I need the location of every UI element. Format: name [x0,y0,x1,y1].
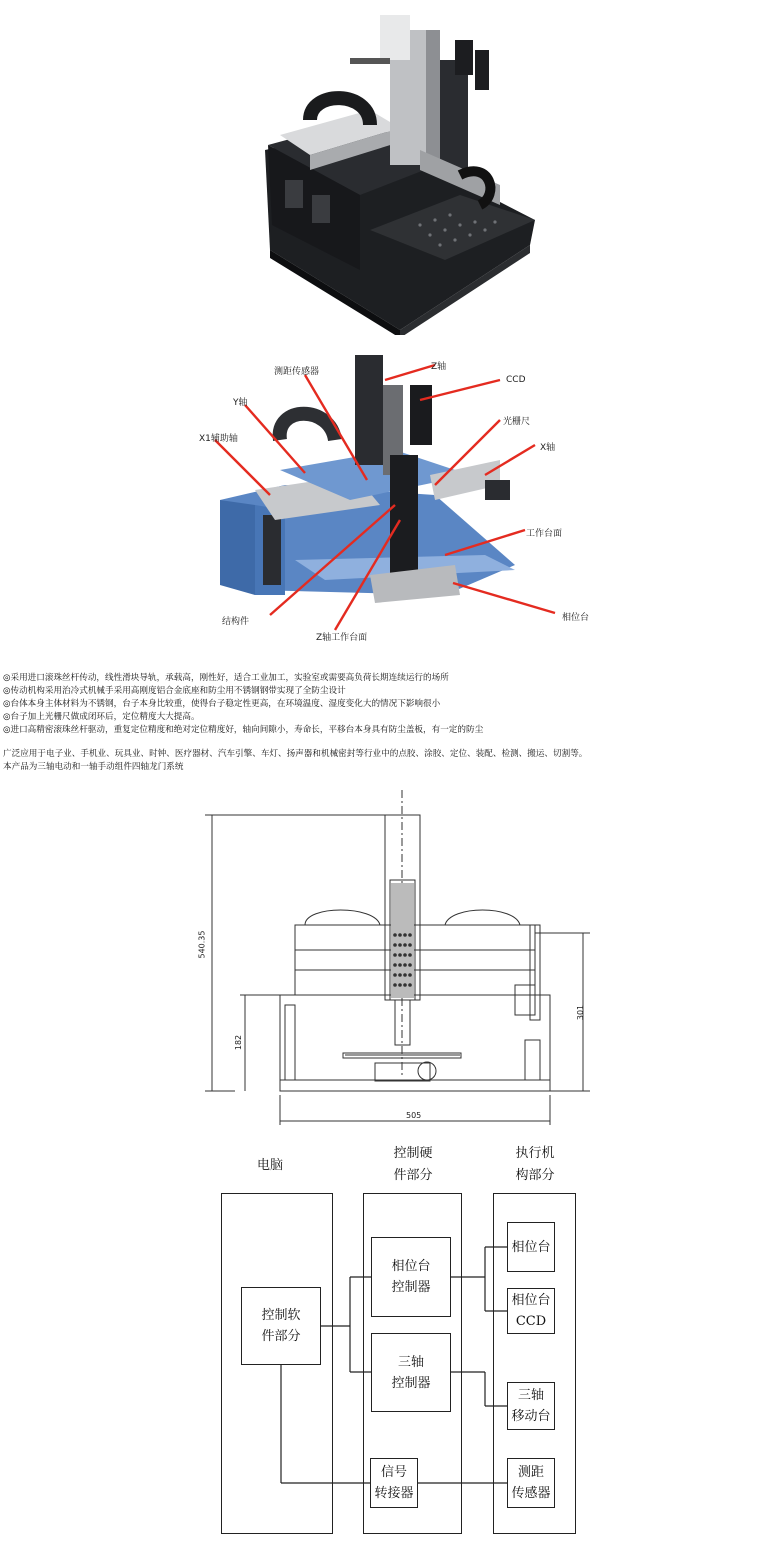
label-z-axis: Z轴 [431,362,447,372]
feature-line: ◎进口高精密滚珠丝杆驱动，重复定位精度和绝对定位精度好，轴向间隙小，寿命长，平移台本身具有防尘盖板，有一定的防尘 [3,725,484,735]
label-z-worktable: Z轴工作台面 [316,633,368,643]
label-structure: 结构件 [222,617,250,627]
block-axis-stage: 三轴 移动台 [507,1382,555,1430]
label-range-sensor: 测距传感器 [274,367,320,377]
block-signal-adapter: 信号 转接器 [370,1458,418,1508]
feature-line: ◎台子加上光栅尺做成闭环后，定位精度大大提高。 [3,712,200,722]
label-x-axis: X轴 [540,443,556,453]
feature-line: ◎传动机构采用治冷式机械手采用高刚度铝合金底座和防尘用不锈钢钢带实现了全防尘设计 [3,686,346,696]
block-range-sensor: 测距 传感器 [507,1458,555,1508]
dim-height-lower: 182 [234,1034,244,1051]
label-phase-stage: 相位台 [562,613,590,623]
feature-line: ◎采用进口滚珠丝杆传动，线性滑块导轨，承载高，刚性好，适合工业加工，实验室或需要高负荷长期连续运行的场所 [3,673,449,683]
label-ccd: CCD [506,375,526,385]
dim-height-total: 540.35 [197,930,207,959]
label-grating: 光栅尺 [503,417,531,427]
dim-height-right: 301 [576,1004,586,1021]
label-y-axis: Y轴 [233,398,248,408]
block-phase-stage: 相位台 [507,1222,555,1272]
block-phase-ccd: 相位台 CCD [507,1288,555,1334]
application-text: 广泛应用于电子业、手机业、玩具业、时钟、医疗器材、汽车引擎、车灯、扬声器和机械密封等行业中的点胶、涂胶、定位、装配、检测、搬运、切割等。 [3,749,588,759]
header-pc: 电脑 [256,1158,283,1173]
dim-width: 505 [406,1111,422,1120]
header-actuator: 执行机 构部分 [515,1146,555,1183]
block-control-software: 控制软 件部分 [241,1287,321,1365]
dimension-drawing [195,785,605,1130]
block-axis-controller: 三轴 控制器 [371,1333,451,1412]
labeled-diagram [195,345,595,645]
product-photo [250,10,550,335]
header-hardware: 控制硬 件部分 [393,1146,433,1183]
block-phase-controller: 相位台 控制器 [371,1237,451,1317]
label-worktable: 工作台面 [526,529,563,539]
label-x1-aux-axis: X1辅助轴 [199,434,238,444]
product-text: 本产品为三轴电动和一轴手动组件四轴龙门系统 [3,762,184,772]
feature-line: ◎台体本身主体材料为不锈钢，台子本身比较重，使得台子稳定性更高，在环境温度、湿度变化大的情况下影响很小 [3,699,441,709]
